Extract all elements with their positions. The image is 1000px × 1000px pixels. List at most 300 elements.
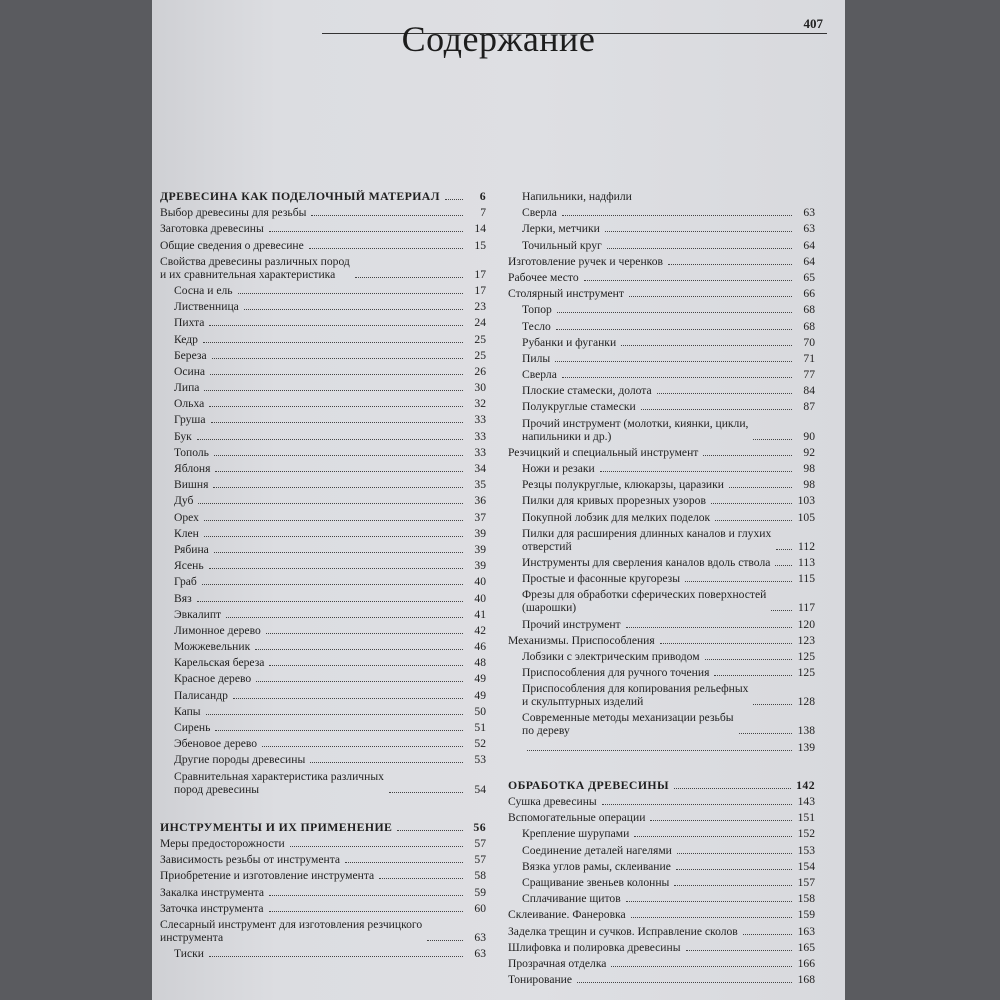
toc-entry[interactable] xyxy=(508,741,815,754)
toc-page-number: 35 xyxy=(474,478,486,492)
toc-entry-title-line: Красное дерево xyxy=(174,672,252,686)
leader-dots xyxy=(626,627,792,628)
page-number: 407 xyxy=(803,16,823,31)
toc-entry-title-line: Тонирование xyxy=(508,973,573,987)
toc-entry[interactable] xyxy=(160,672,486,685)
toc-entry[interactable] xyxy=(508,650,815,663)
toc-entry-title xyxy=(508,511,710,524)
leader-dots xyxy=(269,895,463,896)
toc-entry-title xyxy=(160,255,350,281)
toc-section-heading[interactable] xyxy=(160,190,486,203)
leader-dots xyxy=(631,917,792,918)
leader-dots xyxy=(674,788,791,789)
toc-entry[interactable] xyxy=(160,527,486,540)
toc-entry-title xyxy=(160,527,199,540)
toc-entry-title-line: Лобзики с электрическим приводом xyxy=(522,649,700,663)
toc-page-number: 37 xyxy=(474,510,486,524)
toc-page-number: 24 xyxy=(474,316,486,330)
toc-entry-title-line: Сушка древесины xyxy=(508,795,597,808)
leader-dots xyxy=(577,982,792,983)
toc-entry-title-line: Можжевельник xyxy=(174,640,251,654)
toc-entry[interactable] xyxy=(508,417,815,443)
toc-entry[interactable] xyxy=(508,303,815,316)
toc-entry-title-line: Прозрачная отделка xyxy=(508,956,607,970)
toc-entry[interactable] xyxy=(508,711,815,737)
toc-entry-title-line: Пихта xyxy=(174,316,205,330)
toc-page-number: 40 xyxy=(474,591,486,605)
toc-entry[interactable] xyxy=(160,947,486,960)
toc-entry-title-line: ОБРАБОТКА ДРЕВЕСИНЫ xyxy=(508,777,669,792)
toc-entry-title xyxy=(508,206,557,219)
toc-entry[interactable] xyxy=(508,892,815,905)
toc-page-number: 68 xyxy=(803,319,815,333)
toc-entry-title xyxy=(160,821,392,834)
toc-entry-title-line: Орех xyxy=(174,510,199,524)
leader-dots xyxy=(244,309,463,310)
toc-entry[interactable] xyxy=(160,206,486,219)
toc-page-number: 105 xyxy=(797,510,815,524)
toc-entry[interactable] xyxy=(160,446,486,459)
toc-page-number: 77 xyxy=(803,368,815,382)
toc-entry-title-line: Слесарный инструмент для изготовления резчицкого xyxy=(160,917,423,931)
toc-entry-title-line: Карельская береза xyxy=(174,656,265,670)
toc-entry-title-line: Лерки, метчики xyxy=(522,222,600,236)
leader-dots xyxy=(210,374,463,375)
toc-entry-title-line: Выбор древесины для резьбы xyxy=(160,206,307,220)
toc-entry-title xyxy=(508,446,698,459)
toc-entry-title xyxy=(160,624,261,637)
leader-dots xyxy=(711,503,792,504)
toc-page-number: 39 xyxy=(474,559,486,573)
toc-entry-title-line: Фрезы для обработки сферических поверхностей xyxy=(522,588,767,602)
toc-entry-title xyxy=(508,222,600,235)
toc-entry[interactable] xyxy=(508,795,815,808)
toc-entry-title-line: Прочий инструмент xyxy=(522,617,621,631)
toc-entry[interactable] xyxy=(160,624,486,637)
toc-page-number: 36 xyxy=(474,494,486,508)
toc-entry[interactable] xyxy=(160,592,486,605)
toc-page-number: 53 xyxy=(474,753,486,767)
leader-dots xyxy=(269,665,463,666)
toc-entry[interactable] xyxy=(160,494,486,507)
toc-entry-title-line: Топор xyxy=(522,303,552,317)
toc-entry[interactable] xyxy=(508,827,815,840)
toc-page-number: 125 xyxy=(797,666,815,680)
section-gap xyxy=(508,757,815,779)
toc-entry-title-line: Резцы полукруглые, клюкарзы, царазики xyxy=(522,478,724,492)
toc-entry[interactable] xyxy=(160,886,486,899)
leader-dots xyxy=(214,552,463,553)
toc-entry[interactable] xyxy=(508,511,815,524)
toc-entry[interactable] xyxy=(508,478,815,491)
toc-page-number: 39 xyxy=(474,542,486,556)
toc-entry-title-line: Общие сведения о древесине xyxy=(160,238,304,252)
toc-entry[interactable] xyxy=(160,349,486,362)
toc-entry-title xyxy=(160,869,374,882)
toc-entry-title-line: Яблоня xyxy=(174,462,211,475)
toc-entry[interactable] xyxy=(160,543,486,556)
toc-page-number: 57 xyxy=(474,836,486,850)
toc-entry-title-line: Зависимость резьбы от инструмента xyxy=(160,853,341,867)
leader-dots xyxy=(602,804,792,805)
toc-entry[interactable] xyxy=(160,316,486,329)
toc-page-number: 26 xyxy=(474,364,486,378)
toc-entry-title-line: Соединение деталей нагелями xyxy=(522,843,672,857)
toc-entry[interactable] xyxy=(160,255,486,281)
toc-page-number: 30 xyxy=(474,381,486,395)
toc-entry[interactable] xyxy=(160,837,486,850)
toc-entry-title xyxy=(160,511,199,524)
toc-entry[interactable] xyxy=(160,397,486,410)
toc-page-number: 60 xyxy=(474,901,486,915)
leader-dots xyxy=(743,934,792,935)
toc-entry-title-line: напильники и др.) xyxy=(522,429,612,443)
toc-entry-title-line: Сосна и ель xyxy=(174,283,233,297)
toc-entry-title xyxy=(160,462,210,475)
leader-dots xyxy=(427,940,463,941)
toc-entry-title-line: Точильный круг xyxy=(522,238,602,252)
toc-page-number: 153 xyxy=(797,843,815,857)
leader-dots xyxy=(634,836,792,837)
toc-entry-title xyxy=(508,384,652,397)
toc-entry[interactable] xyxy=(508,860,815,873)
leader-dots xyxy=(203,342,463,343)
toc-entry-title xyxy=(160,705,201,718)
toc-entry[interactable] xyxy=(160,239,486,252)
toc-entry[interactable] xyxy=(160,705,486,718)
toc-page-number: 154 xyxy=(797,859,815,873)
leader-dots xyxy=(206,714,463,715)
toc-page-number: 39 xyxy=(474,526,486,540)
toc-entry[interactable] xyxy=(508,634,815,647)
toc-entry-title-line: Простые и фасонные кругорезы xyxy=(522,572,681,586)
toc-entry-title xyxy=(160,640,250,653)
toc-entry-title-line: Сирень xyxy=(174,721,211,734)
leader-dots xyxy=(213,487,463,488)
toc-entry-title xyxy=(508,860,671,873)
toc-entry[interactable] xyxy=(508,206,815,219)
toc-section-heading[interactable] xyxy=(508,779,815,792)
leader-dots xyxy=(290,846,463,847)
toc-entry[interactable] xyxy=(160,413,486,426)
toc-entry-title-line: Современные методы механизации резьбы xyxy=(522,711,734,725)
toc-entry-title-line: и скульптурных изделий xyxy=(522,695,644,709)
toc-entry[interactable] xyxy=(160,575,486,588)
toc-entry[interactable] xyxy=(160,689,486,702)
toc-page-number: 113 xyxy=(798,555,815,569)
toc-entry-title xyxy=(508,462,595,475)
toc-page-number: 54 xyxy=(474,782,486,796)
toc-page-number: 25 xyxy=(474,348,486,362)
toc-entry-title xyxy=(508,190,632,203)
leader-dots xyxy=(211,422,464,423)
leader-dots xyxy=(705,659,792,660)
toc-page-number: 151 xyxy=(797,811,815,825)
toc-entry-title-line: Вишня xyxy=(174,478,209,492)
toc-entry[interactable] xyxy=(508,255,815,268)
toc-page-number: 158 xyxy=(797,892,815,906)
toc-entry-title-line: Свойства древесины различных пород xyxy=(160,254,350,268)
toc-entry-title-line: Ясень xyxy=(174,559,204,573)
toc-entry-title xyxy=(160,381,199,394)
toc-entry-title-line: Эбеновое дерево xyxy=(174,737,258,751)
toc-entry-title-line: отверстий xyxy=(522,539,572,553)
leader-dots xyxy=(256,681,463,682)
toc-page-number: 6 xyxy=(479,189,486,203)
toc-entry-title xyxy=(508,876,669,889)
toc-entry[interactable] xyxy=(160,559,486,572)
toc-entry-title-line: Тополь xyxy=(174,445,209,459)
toc-entry-title-line: Рубанки и фуганки xyxy=(522,335,617,349)
toc-entry[interactable] xyxy=(160,365,486,378)
toc-entry[interactable] xyxy=(508,908,815,921)
leader-dots xyxy=(677,853,792,854)
toc-entry-title-line: Заточка инструмента xyxy=(160,901,264,915)
toc-entry-title-line: Приобретение и изготовление инструмента xyxy=(160,869,375,883)
toc-entry[interactable] xyxy=(160,511,486,524)
leader-dots xyxy=(379,878,463,879)
toc-entry-title-line: Резчицкий и специальный инструмент xyxy=(508,445,699,459)
toc-entry-title xyxy=(160,575,197,588)
toc-page-number: 98 xyxy=(803,462,815,475)
toc-entry[interactable] xyxy=(160,478,486,491)
leader-dots xyxy=(233,698,463,699)
toc-entry-title-line: Кедр xyxy=(174,332,198,346)
toc-page-number: 42 xyxy=(474,623,486,637)
toc-entry[interactable] xyxy=(160,753,486,766)
toc-section-heading[interactable] xyxy=(160,821,486,834)
toc-entry-title xyxy=(160,413,206,426)
leader-dots xyxy=(262,746,463,747)
toc-entry-title xyxy=(160,349,207,362)
toc-entry-title-line: Склеивание. Фанеровка xyxy=(508,908,626,922)
toc-page-number: 50 xyxy=(474,704,486,718)
toc-page-number: 65 xyxy=(803,270,815,284)
toc-entry[interactable] xyxy=(508,384,815,397)
leader-dots xyxy=(753,439,792,440)
toc-entry-title xyxy=(160,689,228,702)
toc-entry-title xyxy=(508,556,770,569)
toc-entry[interactable] xyxy=(508,925,815,938)
leader-dots xyxy=(309,248,463,249)
toc-page-number: 63 xyxy=(803,222,815,236)
toc-entry-title xyxy=(508,572,680,585)
toc-entry-title xyxy=(508,417,748,443)
toc-entry[interactable] xyxy=(160,853,486,866)
leader-dots xyxy=(209,406,463,407)
toc-page-number: 166 xyxy=(797,956,815,970)
toc-entry[interactable] xyxy=(160,656,486,669)
toc-page-number: 84 xyxy=(803,384,815,398)
toc-entry[interactable] xyxy=(160,462,486,475)
toc-entry[interactable] xyxy=(160,608,486,621)
leader-dots xyxy=(674,885,792,886)
toc-page-number: 25 xyxy=(474,332,486,346)
toc-entry-title-line: пород древесины xyxy=(174,782,260,796)
toc-page-number: 92 xyxy=(803,445,815,459)
toc-entry[interactable] xyxy=(508,190,815,203)
leader-dots xyxy=(629,296,792,297)
toc-entry[interactable] xyxy=(508,588,815,614)
toc-entry[interactable] xyxy=(508,844,815,857)
toc-page-number: 128 xyxy=(797,695,815,709)
toc-page-number: 58 xyxy=(474,869,486,883)
toc-entry[interactable] xyxy=(508,973,815,986)
leader-dots xyxy=(215,730,463,731)
toc-entry-title-line: Вспомогательные операции xyxy=(508,811,646,825)
toc-page-number: 64 xyxy=(803,238,815,252)
book-page xyxy=(152,0,845,1000)
toc-entry[interactable] xyxy=(508,336,815,349)
toc-entry[interactable] xyxy=(508,527,815,553)
toc-entry[interactable] xyxy=(160,721,486,734)
toc-entry[interactable] xyxy=(160,640,486,653)
toc-page-number: 63 xyxy=(474,947,486,961)
toc-entry-title xyxy=(160,721,210,734)
toc-entry-title xyxy=(508,827,629,840)
toc-entry-title-line: Рябина xyxy=(174,542,209,556)
leader-dots xyxy=(562,215,792,216)
toc-page-number: 56 xyxy=(473,819,486,834)
toc-entry[interactable] xyxy=(508,811,815,824)
toc-entry-title xyxy=(160,656,264,669)
toc-page-number: 159 xyxy=(797,908,815,922)
toc-entry[interactable] xyxy=(508,222,815,235)
toc-entry[interactable] xyxy=(508,876,815,889)
toc-entry-title xyxy=(508,352,550,365)
toc-entry-title xyxy=(508,892,621,905)
toc-entry[interactable] xyxy=(508,352,815,365)
toc-page-number: 14 xyxy=(474,222,486,236)
toc-page-number: 139 xyxy=(797,740,815,754)
toc-entry-title xyxy=(508,925,738,938)
toc-entry-title xyxy=(508,478,724,491)
toc-entry-title-line: Изготовление ручек и черенков xyxy=(508,254,663,268)
toc-entry[interactable] xyxy=(160,918,486,944)
toc-entry-title xyxy=(160,837,285,850)
toc-entry[interactable] xyxy=(160,902,486,915)
toc-page-number: 120 xyxy=(797,617,815,631)
toc-entry-title-line: Закалка инструмента xyxy=(160,885,265,899)
leader-dots xyxy=(668,264,792,265)
toc-entry-title-line: Тиски xyxy=(174,947,204,961)
leader-dots xyxy=(198,503,463,504)
leader-dots xyxy=(600,471,792,472)
toc-entry-title xyxy=(160,478,208,491)
toc-entry-title-line: Палисандр xyxy=(174,688,228,702)
toc-entry-title-line: Липа xyxy=(174,381,200,395)
toc-entry[interactable] xyxy=(508,666,815,679)
toc-entry[interactable] xyxy=(508,957,815,970)
toc-entry-title xyxy=(160,333,198,346)
toc-entry[interactable] xyxy=(508,941,815,954)
toc-entry-title-line: Шлифовка и полировка древесины xyxy=(508,940,681,954)
toc-page-number: 48 xyxy=(474,656,486,670)
toc-page-number: 87 xyxy=(803,400,815,414)
toc-entry-title xyxy=(160,206,306,219)
toc-page-number: 33 xyxy=(474,413,486,427)
toc-entry-title xyxy=(508,320,551,333)
leader-dots xyxy=(641,409,792,410)
leader-dots xyxy=(584,280,792,281)
toc-page-number: 34 xyxy=(474,462,486,475)
leader-dots xyxy=(204,390,463,391)
toc-entry[interactable] xyxy=(160,770,486,796)
toc-page-number: 63 xyxy=(474,930,486,944)
leader-dots xyxy=(311,215,463,216)
toc-entry[interactable] xyxy=(508,271,815,284)
toc-entry[interactable] xyxy=(160,869,486,882)
toc-entry[interactable] xyxy=(160,300,486,313)
leader-dots xyxy=(685,581,792,582)
toc-page-number: 66 xyxy=(803,287,815,301)
leader-dots xyxy=(445,199,463,200)
toc-entry-title xyxy=(508,336,616,349)
leader-dots xyxy=(527,750,792,751)
leader-dots xyxy=(555,361,792,362)
toc-page-number: 70 xyxy=(803,335,815,349)
toc-page-number: 143 xyxy=(797,795,815,808)
toc-entry[interactable] xyxy=(508,239,815,252)
toc-entry[interactable] xyxy=(508,572,815,585)
toc-entry-title xyxy=(160,222,264,235)
toc-page-number: 41 xyxy=(474,607,486,621)
toc-entry[interactable] xyxy=(508,494,815,507)
toc-page-number: 15 xyxy=(474,238,486,252)
toc-entry-title-line: Заготовка древесины xyxy=(160,222,264,236)
toc-entry[interactable] xyxy=(508,556,815,569)
toc-entry-title xyxy=(508,618,621,631)
toc-entry[interactable] xyxy=(160,333,486,346)
toc-entry-title xyxy=(508,368,557,381)
toc-entry-title xyxy=(508,255,663,268)
toc-entry-title-line: Пилки для кривых прорезных узоров xyxy=(522,494,706,508)
toc-entry[interactable] xyxy=(508,368,815,381)
toc-entry[interactable] xyxy=(508,618,815,631)
toc-entry[interactable] xyxy=(160,284,486,297)
toc-entry-title-line: Бук xyxy=(174,429,192,443)
toc-entry[interactable] xyxy=(508,462,815,475)
toc-entry-title-line: Сверла xyxy=(522,206,557,220)
leader-dots xyxy=(676,869,792,870)
toc-entry[interactable] xyxy=(160,737,486,750)
leader-dots xyxy=(204,520,463,521)
toc-page-number: 57 xyxy=(474,853,486,867)
toc-entry[interactable] xyxy=(508,682,815,708)
toc-entry-title xyxy=(160,918,422,944)
toc-entry-title xyxy=(508,287,624,300)
toc-entry-title-line: инструмента xyxy=(160,930,224,944)
leader-dots xyxy=(753,704,792,705)
toc-page-number: 49 xyxy=(474,688,486,702)
toc-entry[interactable] xyxy=(508,400,815,413)
toc-entry[interactable] xyxy=(160,381,486,394)
toc-entry-title xyxy=(508,779,669,792)
leader-dots xyxy=(607,248,792,249)
leader-dots xyxy=(214,455,463,456)
toc-entry-title xyxy=(508,588,766,614)
leader-dots xyxy=(621,345,792,346)
toc-entry[interactable] xyxy=(160,222,486,235)
toc-entry[interactable] xyxy=(508,446,815,459)
toc-entry[interactable] xyxy=(508,320,815,333)
toc-entry[interactable] xyxy=(160,430,486,443)
toc-entry-title-line: ДРЕВЕСИНА КАК ПОДЕЛОЧНЫЙ МАТЕРИАЛ xyxy=(160,189,440,203)
toc-entry[interactable] xyxy=(508,287,815,300)
leader-dots xyxy=(605,231,792,232)
toc-page-number: 68 xyxy=(803,303,815,317)
toc-entry-title xyxy=(160,430,192,443)
